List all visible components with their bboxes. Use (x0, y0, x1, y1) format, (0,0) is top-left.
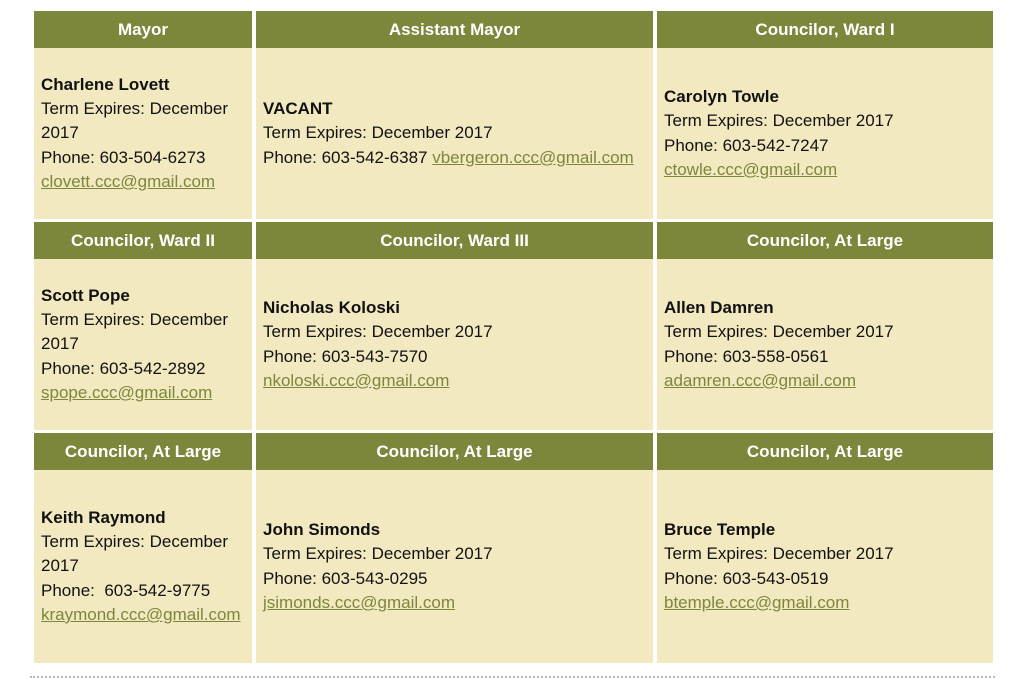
member-name: Scott Pope (41, 285, 130, 305)
council-cell-at-large-2 (34, 433, 252, 663)
member-name: John Simonds (263, 519, 381, 539)
email-link[interactable]: jsimonds.ccc@gmail.com (263, 592, 456, 612)
contact-details (657, 470, 993, 663)
phone-number: Phone: 603-542-9775 (41, 580, 211, 600)
contact-details (256, 470, 653, 663)
council-cell-mayor (34, 11, 252, 219)
email-link[interactable]: vbergeron.ccc@gmail.com (432, 147, 634, 167)
term-expiry: Term Expires: December 2017 (263, 544, 493, 564)
phone-number: Phone: 603-504-6273 (41, 147, 206, 167)
member-name: Keith Raymond (41, 507, 166, 527)
dotted-divider (30, 676, 995, 678)
position-title: Councilor, Ward I (657, 11, 993, 48)
email-link[interactable]: kraymond.ccc@gmail.com (41, 604, 241, 624)
phone-number: Phone: 603-542-6387 (263, 147, 428, 167)
phone-number: Phone: 603-558-0561 (664, 346, 829, 366)
phone-number: Phone: 603-543-0519 (664, 568, 829, 588)
email-link[interactable]: btemple.ccc@gmail.com (664, 592, 850, 612)
email-link[interactable]: spope.ccc@gmail.com (41, 382, 213, 402)
member-name: Carolyn Towle (664, 86, 779, 106)
term-expiry: Term Expires: December 2017 (664, 322, 894, 342)
council-cell-at-large-4 (657, 433, 993, 663)
contact-details (34, 48, 252, 219)
member-name: Allen Damren (664, 297, 774, 317)
term-expiry: Term Expires: December 2017 (664, 544, 894, 564)
term-expiry: Term Expires: December 2017 (41, 99, 229, 143)
phone-number: Phone: 603-543-0295 (263, 568, 428, 588)
position-title: Mayor (34, 11, 252, 48)
position-title: Councilor, At Large (256, 433, 653, 470)
contact-details (657, 48, 993, 219)
position-title: Assistant Mayor (256, 11, 653, 48)
council-cell-ward-2 (34, 222, 252, 430)
email-link[interactable]: clovett.ccc@gmail.com (41, 171, 216, 191)
council-cell-at-large-1 (657, 222, 993, 430)
term-expiry: Term Expires: December 2017 (41, 532, 229, 576)
council-directory-table (34, 11, 993, 663)
member-name: VACANT (263, 99, 333, 119)
contact-details (34, 259, 252, 430)
council-cell-ward-1 (657, 11, 993, 219)
email-link[interactable]: nkoloski.ccc@gmail.com (263, 370, 450, 390)
term-expiry: Term Expires: December 2017 (664, 111, 894, 131)
position-title: Councilor, Ward II (34, 222, 252, 259)
member-name: Nicholas Koloski (263, 297, 400, 317)
contact-details (256, 259, 653, 430)
contact-details (256, 48, 653, 219)
council-cell-assistant-mayor (256, 11, 653, 219)
email-link[interactable]: adamren.ccc@gmail.com (664, 370, 857, 390)
contact-details (657, 259, 993, 430)
phone-number: Phone: 603-542-2892 (41, 358, 206, 378)
position-title: Councilor, At Large (34, 433, 252, 470)
phone-number: Phone: 603-542-7247 (664, 135, 829, 155)
term-expiry: Term Expires: December 2017 (41, 310, 229, 354)
term-expiry: Term Expires: December 2017 (263, 123, 493, 143)
term-expiry: Term Expires: December 2017 (263, 322, 493, 342)
phone-number: Phone: 603-543-7570 (263, 346, 428, 366)
council-cell-ward-3 (256, 222, 653, 430)
position-title: Councilor, Ward III (256, 222, 653, 259)
council-cell-at-large-3 (256, 433, 653, 663)
member-name: Charlene Lovett (41, 74, 170, 94)
position-title: Councilor, At Large (657, 433, 993, 470)
email-link[interactable]: ctowle.ccc@gmail.com (664, 159, 838, 179)
member-name: Bruce Temple (664, 519, 776, 539)
position-title: Councilor, At Large (657, 222, 993, 259)
contact-details (34, 470, 252, 663)
